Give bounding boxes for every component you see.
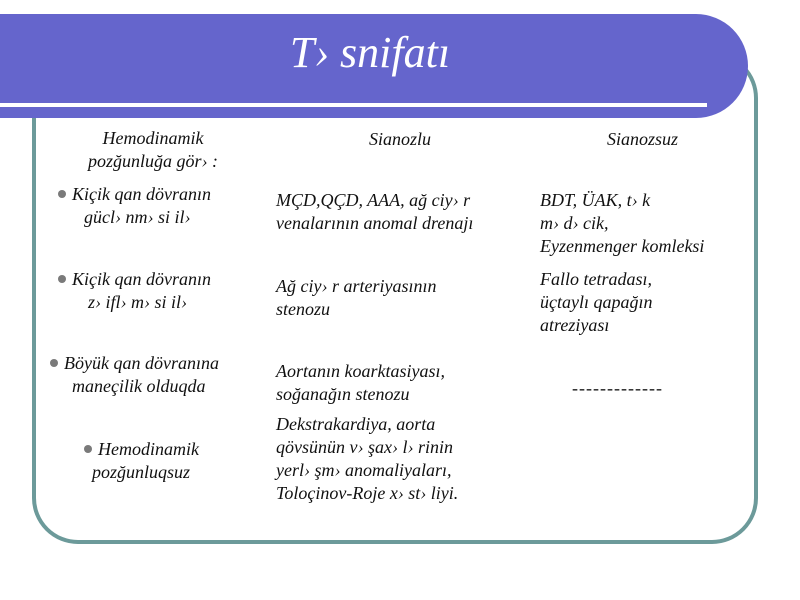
row1-category: Kiçik qan dövranın gücl› nm› si il› [58,183,268,229]
header-category: Hemodinamik pozğunluğa gör› : [88,128,218,171]
row1-cyanotic: MÇD,QÇD, AAA, ağ ciy› r venalarının anomal drenajı [276,190,474,233]
slide-title: T› snifatı [289,28,451,77]
bullet-icon [58,275,66,283]
banner-underline [0,103,707,107]
bullet-icon [58,190,66,198]
row3-category: Böyük qan dövranına maneçilik olduqda [50,352,270,398]
row2-cyanotic: Ağ ciy› r arteriyasının stenozu [276,276,437,319]
row4-cyanotic: Dekstrakardiya, aorta qövsünün v› şax› l› rinin yerl› şm› anomaliyaları, Toloçinov-Roje x› st› liyi. [276,414,459,503]
header-cyanotic: Sianozlu [368,129,431,149]
row3-cyanotic: Aortanın koarktasiyası, soğanağın stenozu [276,361,445,404]
row4-category: Hemodinamik pozğunluqsuz [84,438,284,484]
bullet-icon [50,359,58,367]
row1-acyanotic: BDT, ÜAK, t› k m› d› cik, Eyzenmenger komleksi [540,190,705,256]
row2-category: Kiçik qan dövranın z› ifl› m› si il› [58,268,268,314]
header-acyanotic: Sianozsuz [606,129,678,149]
row3-acyanotic: ------------- [572,378,663,398]
bullet-icon [84,445,92,453]
title-banner [0,14,748,118]
row2-acyanotic: Fallo tetradası, üçtaylı qapağın atreziyası [540,269,653,335]
